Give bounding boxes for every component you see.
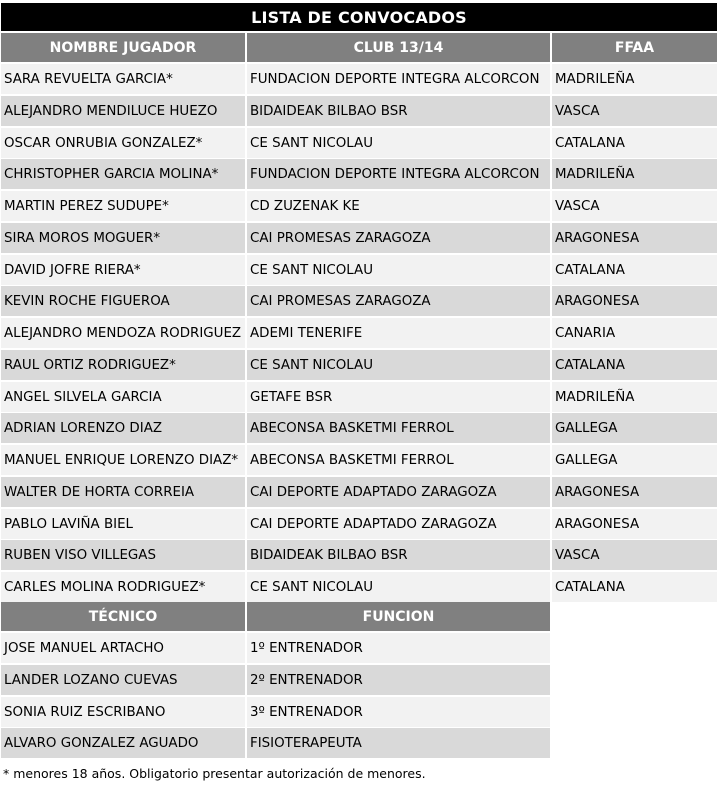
player-ffaa-cell: VASCA	[552, 96, 717, 126]
player-club-cell: CAI PROMESAS ZARAGOZA	[247, 223, 550, 253]
player-name-cell: ALEJANDRO MENDOZA RODRIGUEZ	[1, 318, 245, 348]
player-club-cell: CAI DEPORTE ADAPTADO ZARAGOZA	[247, 477, 550, 507]
player-club-cell: BIDAIDEAK BILBAO BSR	[247, 540, 550, 570]
player-name-cell: SIRA MOROS MOGUER*	[1, 223, 245, 253]
player-name-cell: MANUEL ENRIQUE LORENZO DIAZ*	[1, 445, 245, 475]
player-name-cell: MARTIN PEREZ SUDUPE*	[1, 191, 245, 221]
player-club-cell: ABECONSA BASKETMI FERROL	[247, 413, 550, 443]
player-name-cell: RUBEN VISO VILLEGAS	[1, 540, 245, 570]
header-funcion: FUNCION	[247, 602, 550, 631]
player-name-cell: DAVID JOFRE RIERA*	[1, 255, 245, 285]
player-name-cell: CARLES MOLINA RODRIGUEZ*	[1, 572, 245, 602]
staff-name-cell: JOSE MANUEL ARTACHO	[1, 633, 245, 663]
player-club-cell: CE SANT NICOLAU	[247, 128, 550, 158]
player-ffaa-cell: CATALANA	[552, 350, 717, 380]
staff-name-cell: LANDER LOZANO CUEVAS	[1, 665, 245, 695]
player-name-cell: SARA REVUELTA GARCIA*	[1, 64, 245, 94]
staff-role-cell: 3º ENTRENADOR	[247, 697, 550, 727]
player-club-cell: FUNDACION DEPORTE INTEGRA ALCORCON	[247, 64, 550, 94]
staff-role-cell: 1º ENTRENADOR	[247, 633, 550, 663]
player-ffaa-cell: MADRILEÑA	[552, 64, 717, 94]
player-ffaa-cell: ARAGONESA	[552, 223, 717, 253]
staff-name-cell: SONIA RUIZ ESCRIBANO	[1, 697, 245, 727]
player-club-cell: FUNDACION DEPORTE INTEGRA ALCORCON	[247, 159, 550, 189]
header-tecnico: TÉCNICO	[1, 602, 245, 631]
player-ffaa-cell: ARAGONESA	[552, 477, 717, 507]
sheet-title: LISTA DE CONVOCADOS	[1, 3, 717, 31]
header-club: CLUB 13/14	[247, 33, 550, 62]
player-name-cell: WALTER DE HORTA CORREIA	[1, 477, 245, 507]
player-club-cell: CE SANT NICOLAU	[247, 255, 550, 285]
player-name-cell: PABLO LAVIÑA BIEL	[1, 509, 245, 539]
player-club-cell: CD ZUZENAK KE	[247, 191, 550, 221]
player-club-cell: CAI PROMESAS ZARAGOZA	[247, 286, 550, 316]
header-nombre-jugador: NOMBRE JUGADOR	[1, 33, 245, 62]
player-name-cell: RAUL ORTIZ RODRIGUEZ*	[1, 350, 245, 380]
header-ffaa: FFAA	[552, 33, 717, 62]
player-name-cell: OSCAR ONRUBIA GONZALEZ*	[1, 128, 245, 158]
staff-name-cell: ALVARO GONZALEZ AGUADO	[1, 728, 245, 758]
player-club-cell: CE SANT NICOLAU	[247, 350, 550, 380]
staff-role-cell: FISIOTERAPEUTA	[247, 728, 550, 758]
player-ffaa-cell: VASCA	[552, 191, 717, 221]
player-ffaa-cell: CATALANA	[552, 128, 717, 158]
player-name-cell: ALEJANDRO MENDILUCE HUEZO	[1, 96, 245, 126]
player-club-cell: CE SANT NICOLAU	[247, 572, 550, 602]
player-ffaa-cell: MADRILEÑA	[552, 159, 717, 189]
footnote: * menores 18 años. Obligatorio presentar autorización de menores.	[3, 766, 426, 781]
player-club-cell: ADEMI TENERIFE	[247, 318, 550, 348]
player-ffaa-cell: GALLEGA	[552, 413, 717, 443]
player-name-cell: ANGEL SILVELA GARCIA	[1, 382, 245, 412]
player-club-cell: ABECONSA BASKETMI FERROL	[247, 445, 550, 475]
player-name-cell: KEVIN ROCHE FIGUEROA	[1, 286, 245, 316]
player-club-cell: BIDAIDEAK BILBAO BSR	[247, 96, 550, 126]
player-ffaa-cell: MADRILEÑA	[552, 382, 717, 412]
player-ffaa-cell: CANARIA	[552, 318, 717, 348]
player-ffaa-cell: GALLEGA	[552, 445, 717, 475]
staff-role-cell: 2º ENTRENADOR	[247, 665, 550, 695]
player-ffaa-cell: CATALANA	[552, 572, 717, 602]
player-name-cell: ADRIAN LORENZO DIAZ	[1, 413, 245, 443]
player-ffaa-cell: ARAGONESA	[552, 286, 717, 316]
player-ffaa-cell: ARAGONESA	[552, 509, 717, 539]
player-ffaa-cell: VASCA	[552, 540, 717, 570]
player-name-cell: CHRISTOPHER GARCIA MOLINA*	[1, 159, 245, 189]
player-ffaa-cell: CATALANA	[552, 255, 717, 285]
player-club-cell: GETAFE BSR	[247, 382, 550, 412]
player-club-cell: CAI DEPORTE ADAPTADO ZARAGOZA	[247, 509, 550, 539]
